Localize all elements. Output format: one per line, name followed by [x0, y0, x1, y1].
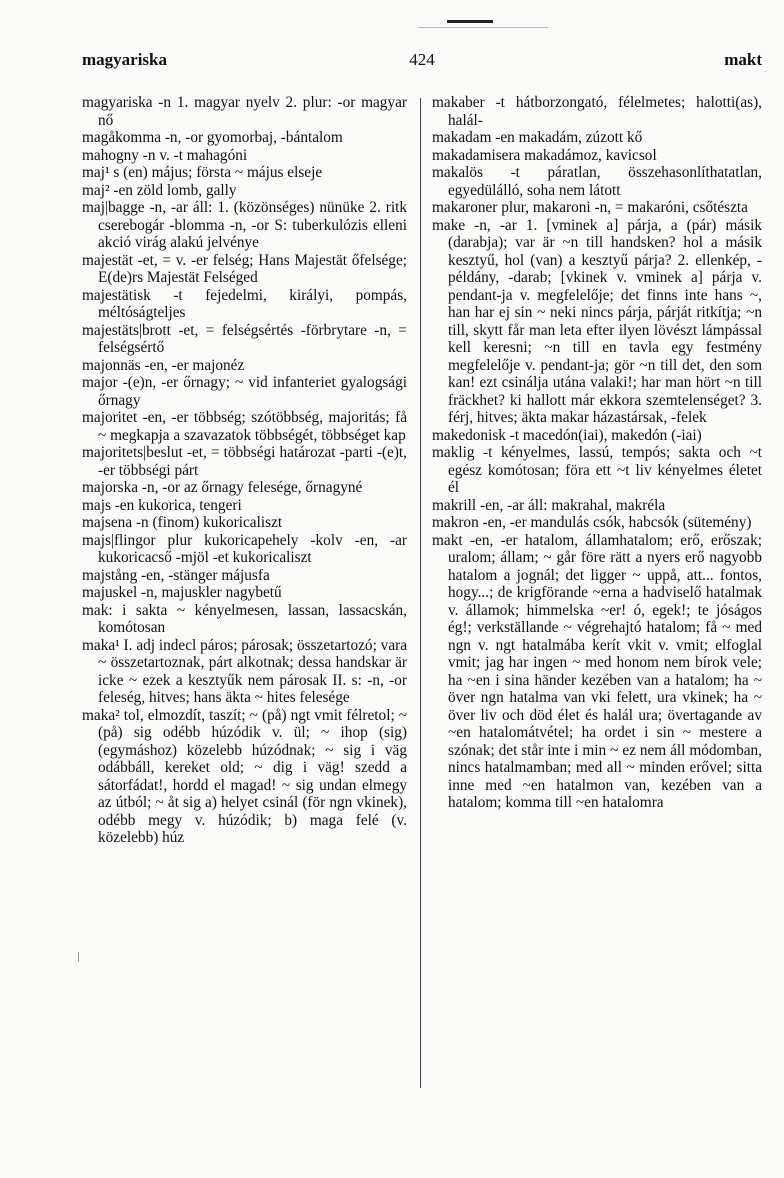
page-header — [82, 50, 762, 76]
entry-maj-2: maj² -en zöld lomb, gally — [82, 181, 237, 199]
entry-majoritet: majoritet -en, -er többség; szótöbbség, majoritás; få ~ megkapja a szavazatok többségét, többséget kap — [82, 409, 407, 444]
left-column — [82, 94, 407, 847]
entry-maklig: maklig -t kényelmes, lassú, tempós; sakta och ~t egész komótosan; föra ett ~t liv kényelmes életet él — [432, 444, 762, 496]
entry-maj-1: maj¹ s (en) május; första ~ május elseje — [82, 164, 323, 181]
entry-majuskel: majuskel -n, majuskler nagybetű — [82, 584, 282, 601]
entry-makaber: makaber -t hátborzongató, félelmetes; halotti(as), halál- — [432, 94, 762, 129]
entry-magakomma: magåkomma -n, -or gyomorbaj, -bántalom — [82, 129, 343, 146]
entry-maka-2: maka² tol, elmozdít, taszít; ~ (på) ngt vmit félretol; ~ (på) sig odébb húzódik v. ül; ~ ihop (sig) (egymáshoz) közelebb húzódnak; ~ sig i väg odábbáll, kereket old; ~ dig i väg! szedd a sátorfádat!, hordd el magad! ~ sig undan elmegy az útból; ~ åt sig a) helyet csinál (för ngn vkinek), odébb megy v. húzódik; b) maga felé (v. közelebb) húz — [82, 706, 407, 846]
entry-mak: mak: i sakta ~ kényelmesen, lassan, lassacskán, komótosan — [82, 601, 407, 636]
entry-majs: majs -en kukorica, tengeri — [82, 496, 242, 514]
entry-majorska: majorska -n, -or az őrnagy felesége, őrnagyné — [82, 479, 363, 496]
entry-majsena: majsena -n (finom) kukoricaliszt — [82, 514, 283, 531]
entry-makadamisera: makadamisera makadámoz, kavicsol — [432, 146, 657, 164]
entry-majsflingor: majs|flingor plur kukoricapehely -kolv -en, -ar kukoricacső -mjöl -et kukoricaliszt — [82, 531, 407, 566]
entry-makron: makron -en, -er mandulás csók, habcsók (sütemény) — [432, 514, 752, 531]
top-ornament-rule — [447, 20, 493, 23]
entry-majstang: majstång -en, -stänger májusfa — [82, 566, 270, 584]
right-column — [432, 94, 762, 812]
entry-majoritetsbeslut: majoritets|beslut -et, = többségi határozat -parti -(e)t, -er többségi párt — [82, 444, 407, 479]
entry-makedonisk: makedonisk -t macedón(iai), makedón (-iai) — [432, 426, 702, 444]
entry-majbagge: maj|bagge -n, -ar áll: 1. (közönséges) nünüke 2. ritk cserebogár -blomma -n, -or S: tuberkulózis elleni akció virág alakú jelvénye — [82, 199, 407, 251]
entry-maka-1: maka¹ I. adj indecl páros; párosak; összetartozó; vara ~ összetartoznak, párt alkotnak; dessa handskar är icke ~ ezek a kesztyűk nem párosak II. s: -n, -or feleség, hitves; hans äkta ~ hites felesége — [82, 636, 407, 706]
entry-makadam: makadam -en makadám, zúzott kő — [432, 129, 643, 146]
entry-make: make -n, -ar 1. [vminek a] párja, a (pár) másik (darabja); var är ~n till handsken? hol a másik kesztyű, hol (van) a kesztyű párja? 2. ellenkép, -példány, -darab; [vkinek v. vminek a] párja v. pendant-ja v. megfelelője; det finns inte hans ~, han har ej sin ~ neki nincs párja, párját ritkítja; ~n till, skytt får man leta efter ilyen lövészt lámpással kell keresni; ~n till en tavla egy festmény megfelelője v. pendant-ja; gör ~n till det, den som kan! ezt csinálja utána valaki!; har man hört ~n till fräckhet? ki hallott már ekkora szemtelenséget? 3. férj, hitves; äkta makar házastársak, -felek — [432, 216, 762, 426]
entry-makalos: makalös -t páratlan, összehasonlíthatatlan, egyedülálló, soha nem látott — [432, 164, 762, 199]
entry-major: major -(e)n, -er őrnagy; ~ vid infanteriet gyalogsági őrnagy — [82, 374, 407, 409]
margin-mark — [78, 952, 79, 962]
entry-majestatsbrott: majestäts|brott -et, = felségsértés -förbrytare -n, = felségsértő — [82, 321, 407, 356]
entry-makt: makt -en, -er hatalom, államhatalom; erő, erőszak; uralom; állam; ~ går före rätt a nyers erő nagyobb hatalom a jognál; det ligger ~ uppå, att... fontos, hogy...; de krigförande ~erna a hadviselő hatalmak v. államok; himmelska ~er! ó, egek!; te jóságos ég!; verkställande ~ végrehajtó hatalom; få ~ med ngn v. ngt hatalmába kerít vkit v. vmit; elfoglal vmit; jag har ingen ~ med honom nem bírok vele; ha ~en i sina händer kezében van a hatalom; ha ~ över ngn hatalma van vki felett, ura vkinek; ha ~ över liv och död élet és halál ura; övertagande av ~en hatalomátvétel; ha ordet i sin ~ mestere a szónak; det står inte i min ~ ez nem áll módomban, nincs hatalmamban; med all ~ minden erővel; sitta inne med ~en hatalmon van, kezében van a hatalom; komma till ~en hatalomra — [432, 531, 762, 811]
page-number: 424 — [409, 50, 435, 69]
top-faint-rule — [418, 27, 548, 28]
entry-makaroner: makaroner plur, makaroni -n, = makaróni, csőtészta — [432, 199, 748, 216]
header-last-word: makt — [724, 50, 762, 69]
entry-majestat: majestät -et, = v. -er felség; Hans Majestät őfelsége; E(de)rs Majestät Felséged — [82, 251, 407, 286]
column-divider — [420, 98, 421, 1088]
header-first-word: magyariska — [82, 50, 167, 69]
entry-makrill: makrill -en, -ar áll: makrahal, makréla — [432, 496, 666, 514]
entry-magyariska: magyariska -n 1. magyar nyelv 2. plur: -or magyar nő — [82, 94, 407, 129]
entry-mahogny: mahogny -n v. -t mahagóni — [82, 146, 248, 164]
entry-majonnas: majonnäs -en, -er majonéz — [82, 356, 245, 374]
entry-majestatisk: majestätisk -t fejedelmi, királyi, pompás, méltóságteljes — [82, 286, 407, 321]
